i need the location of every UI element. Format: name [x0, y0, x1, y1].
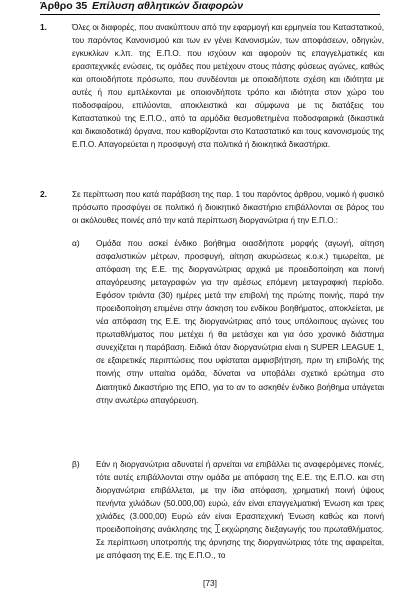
subitem-b-marker: β)	[72, 459, 80, 469]
subitem-a-text: Ομάδα που ασκεί ένδικο βοήθημα οιασδήποτε μορφής (αγωγή, αίτηση ασφαλιστικών μέτρων, προσφυγή, αίτηση ακυρώσεως κ.ο.κ.) τιμωρείται, με απόφαση της Ε.Ε. της διοργανώτριας αρχικά με προειδοποίηση και ποινή απαγόρευσης μεταγραφών για την αμέσως επόμενη μεταγραφική περίοδο. Εφόσον τριάντα (30) ημέρες μετά την επιβολή της πρώτης ποινής, παρά την προειδοποίηση επιμένει στην άσκηση του ενδίκου βοηθήματος, αποκλείεται, με νέα απόφαση της Ε.Ε. της διοργανώτριας από τους υπόλοιπους αγώνες του πρωταθλήματος που μετέχει ή θα μετάσχει και για όσο χρονικό διάστημα συνεχίζεται η παράβαση. Ειδικά όταν διοργανώτρια είναι η SUPER LEAGUE 1, σε εξαιρετικές περιπτώσεις που υφίσταται αμφισβήτηση, πριν τη επιβολής της ποινής στην υπαίτια ομάδα, δύναται να υποβάλει σχετικό ερώτημα στο Διαιτητικό Δικαστήριο της ΕΠΟ, για το αν το ασκηθέν ένδικο βοήθημα υπάγεται στην ανωτέρω απαγόρευση.	[96, 239, 384, 405]
paragraph-2-marker: 2.	[40, 189, 47, 199]
page-number: [73]	[203, 578, 217, 588]
paragraph-1-marker: 1.	[40, 22, 47, 32]
article-number: Άρθρο 35	[40, 0, 88, 12]
article-title: Επίλυση αθλητικών διαφορών	[92, 0, 244, 12]
subitem-b-text	[96, 458, 384, 562]
article-heading	[40, 0, 380, 15]
subitem-a-marker: α)	[72, 238, 80, 248]
paragraph-2-text: Σε περίπτωση που κατά παράβαση της παρ. 1 του παρόντος άρθρου, νομικό ή φυσικό πρόσωπο προσφύγει σε πολιτικό ή διοικητικό δικαστήριο επιβάλλονται σε βάρος του οι ακόλουθες ποινές από την κατά περίπτωση διοργανώτρια ή την Ε.Π.Ο.:	[72, 190, 384, 226]
subitem-b-text-part-1: Εάν η διοργανώτρια αδυνατεί ή αρνείται να επιβάλλει τις αναφερόμενες ποινές, τότε αυτές επιβάλλονται στην ομάδα με απόφαση της Ε.Ε. της Ε.Π.Ο. και στη διοργανώτρια επιβάλλεται, με την ίδια απόφαση, χρηματική ποινή ύψους πενήντα χιλιάδων (50.000,00) ευρώ, εάν είναι επαγγελματική Ένωση και τρεις χιλιάδες (3.000,00) Ευρώ εάν είναι Ερασιτεχνική Ένωση καθώς και ποινή προειδοποίησης ανάκλησης της	[96, 460, 384, 535]
paragraph-1-text: Όλες οι διαφορές, που ανακύπτουν από την εφαρμογή και ερμηνεία του Καταστατικού, του παρόντος Κανονισμού και των εν γένει Κανονισμών, των αποφάσεων, οδηγιών, εγκυκλίων κ.λπ. της Ε.Π.Ο. που ισχύουν και αφορούν τις επαγγελματικές και ερασιτεχνικές ενώσεις, τις ομάδες που μετέχουν στους πάσης φύσεως αγώνες, καθώς και οποιοδήποτε πρόσωπο, που συνδέονται με οποιαδήποτε σχέση και ιδιότητα με αυτές ή που εμπλέκονται με οποιονδήποτε τρόπο και ιδιότητα στον χώρο του ποδοσφαίρου, επιλύονται, αποκλειστικά και σύμφωνα με τις διατάξεις του Καταστατικού της Ε.Π.Ο., από τα αρμόδια θεσμοθετημένα ποδοσφαιρικά (δικαστικά και δικαιοδοτικά) όργανα, που καθορίζονται στο Καταστατικό και τους κανονισμούς της Ε.Π.Ο. Απαγορεύεται η προσφυγή στα πολιτικά ή διοικητικά δικαστήρια.	[72, 23, 384, 150]
subitem-b-text-part-2: εκχώρησης διεξαγωγής του πρωταθλήματος. Σε περίπτωση υποτροπής της άρνησης της διοργανώτριας τότε της αφαιρείται, με απόφαση της Ε.Ε. της Ε.Π.Ο., το	[96, 525, 384, 561]
